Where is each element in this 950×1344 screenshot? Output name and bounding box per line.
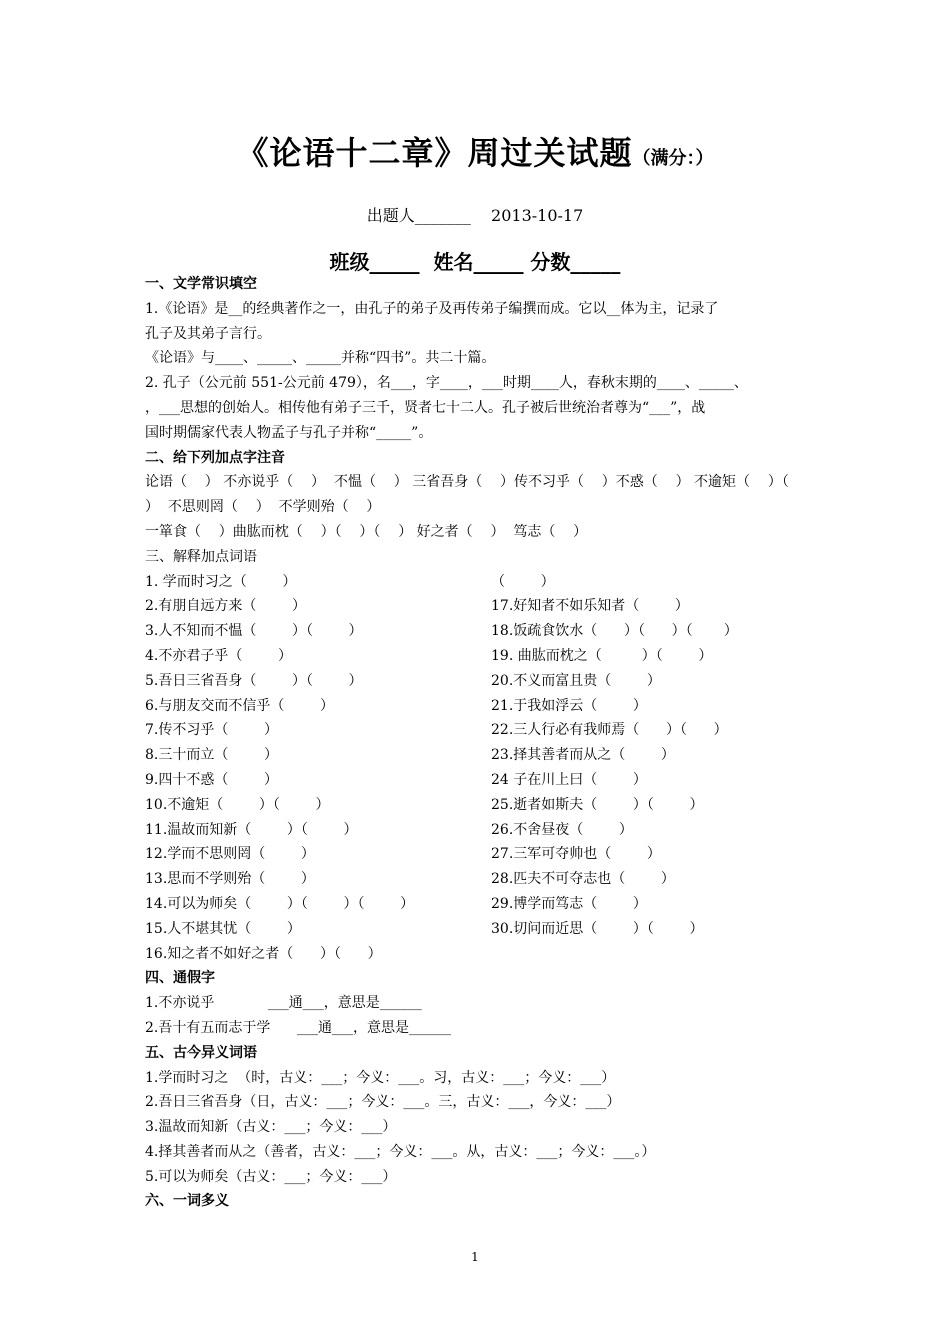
section1-line: 国时期儒家代表人物孟子与孔子并称“_____”。 (145, 424, 433, 441)
question-right: 20.不义而富且贵（ ） (491, 672, 661, 689)
question-left: 1. 学而时习之（ ） (145, 573, 297, 590)
section1-line: 2. 孔子（公元前 551-公元前 479），名___，字____，___时期____人，春秋末期的____、_____、 (145, 375, 748, 392)
section3-row (145, 793, 815, 818)
section3-row (145, 644, 815, 669)
question-left: 11.温故而知新（ ）（ ） (145, 821, 358, 838)
question-left: 5.吾日三省吾身（ ）（ ） (145, 672, 363, 689)
section5-heading: 五、古今异义词语 (145, 1044, 257, 1061)
question-left: 3.人不知而不愠（ ）（ ） (145, 623, 363, 640)
question-right: 28.匹夫不可夺志也（ ） (491, 871, 675, 888)
page-title (0, 128, 950, 174)
section2-line: 论语（ ） 不亦说乎（ ） 不愠（ ） 三省吾身（ ）传不习乎（ ）不惑（ ） 不逾矩（ ）（ (145, 474, 789, 491)
question-right: 19. 曲肱而枕之（ ）（ ） (491, 647, 713, 664)
section5-line: 4.择其善者而从之（善者，古义：___；今义：___。从，古义：___；今义：___。） (145, 1143, 656, 1160)
section1-line: ，___思想的创始人。相传他有弟子三千，贤者七十二人。孔子被后世统治者尊为“___”，战 (145, 399, 706, 416)
question-left: 14.可以为师矣（ ）（ ）（ ） (145, 895, 415, 912)
section3-row (145, 942, 815, 967)
question-right: 17.好知者不如乐知者（ ） (491, 598, 689, 615)
section5-line: 1.学而时习之 （时，古义：___；今义：___。习，古义：___；今义：___） (145, 1069, 616, 1086)
question-left: 8.三十而立（ ） (145, 747, 278, 764)
section5-line: 2.吾日三省吾身（日，古义：___；今义：___。三，古义：___，今义：___） (145, 1094, 621, 1111)
author-date-line: 出题人_______ 2013-10-17 (366, 206, 584, 225)
section3-row (145, 570, 815, 595)
section4-line: 1.不亦说乎 ___通___，意思是______ (145, 995, 422, 1012)
section2-line: ） 不思则罔（ ） 不学则殆（ ） (145, 499, 381, 516)
question-right: 21.于我如浮云（ ） (491, 697, 647, 714)
title-text: 《论语十二章》周过关试题 (236, 134, 633, 172)
question-left: 16.知之者不如好之者（ ）（ ） (145, 945, 382, 962)
section3-row (145, 768, 815, 793)
question-right: 18.饭疏食饮水（ ）（ ）（ ） (491, 623, 738, 640)
question-left: 13.思而不学则殆（ ） (145, 871, 315, 888)
section3-row (145, 892, 815, 917)
page-number: 1 (471, 1250, 479, 1264)
question-right: （ ） (491, 573, 555, 590)
section3-row (145, 594, 815, 619)
question-left: 2.有朋自远方来（ ） (145, 598, 306, 615)
question-right: 30.切问而近思（ ）（ ） (491, 920, 704, 937)
question-left: 6.与朋友交而不信乎（ ） (145, 697, 334, 714)
section3-row (145, 718, 815, 743)
section3-row (145, 694, 815, 719)
question-right: 25.逝者如斯夫（ ）（ ） (491, 796, 704, 813)
section3-row (145, 867, 815, 892)
question-left: 10.不逾矩（ ）（ ） (145, 796, 330, 813)
section3-row (145, 619, 815, 644)
question-right: 26.不舍昼夜（ ） (491, 821, 633, 838)
question-right: 27.三军可夺帅也（ ） (491, 846, 661, 863)
section1-line: 孔子及其弟子言行。 (145, 325, 271, 342)
section2-line: 一箪食（ ）曲肱而枕（ ）（ ）（ ） 好之者（ ） 笃志（ ） (145, 523, 588, 540)
question-left: 7.传不习乎（ ） (145, 722, 278, 739)
exam-content (145, 272, 815, 1214)
section1-line: 1.《论语》是__的经典著作之一，由孔子的弟子及再传弟子编撰而成。它以__体为主，记录了 (145, 300, 719, 317)
section1-line: 《论语》与____、_____、_____并称“四书”。共二十篇。 (145, 350, 496, 367)
question-right: 29.博学而笃志（ ） (491, 895, 647, 912)
question-right: 24 子在川上曰（ ） (491, 771, 647, 788)
question-right: 22.三人行必有我师焉（ ）（ ） (491, 722, 728, 739)
section3-row (145, 669, 815, 694)
question-right: 23.择其善者而从之（ ） (491, 747, 675, 764)
section3-row (145, 917, 815, 942)
question-left: 4.不亦君子乎（ ） (145, 647, 292, 664)
section6-heading: 六、一词多义 (145, 1193, 229, 1210)
section3-row (145, 842, 815, 867)
section5-line: 3.温故而知新（古义：___；今义：___） (145, 1119, 397, 1136)
section3-heading: 三、解释加点词语 (145, 548, 257, 565)
section5-line: 5.可以为师矣（古义：___；今义：___） (145, 1168, 397, 1185)
section2-heading: 二、给下列加点字注音 (145, 449, 285, 466)
section4-line: 2.吾十有五而志于学 ___通___，意思是______ (145, 1019, 452, 1036)
student-info-line: 班级_____ 姓名_____ 分数_____ (329, 250, 621, 274)
question-left: 15.人不堪其忧（ ） (145, 920, 301, 937)
section1-heading: 一、文学常识填空 (145, 276, 257, 292)
title-score-note: （满分：） (632, 148, 714, 169)
section3-row (145, 818, 815, 843)
question-right (491, 942, 815, 967)
question-left: 12.学而不思则罔（ ） (145, 846, 315, 863)
section4-heading: 四、通假字 (145, 970, 215, 987)
section3-row (145, 743, 815, 768)
question-left: 9.四十不惑（ ） (145, 771, 278, 788)
